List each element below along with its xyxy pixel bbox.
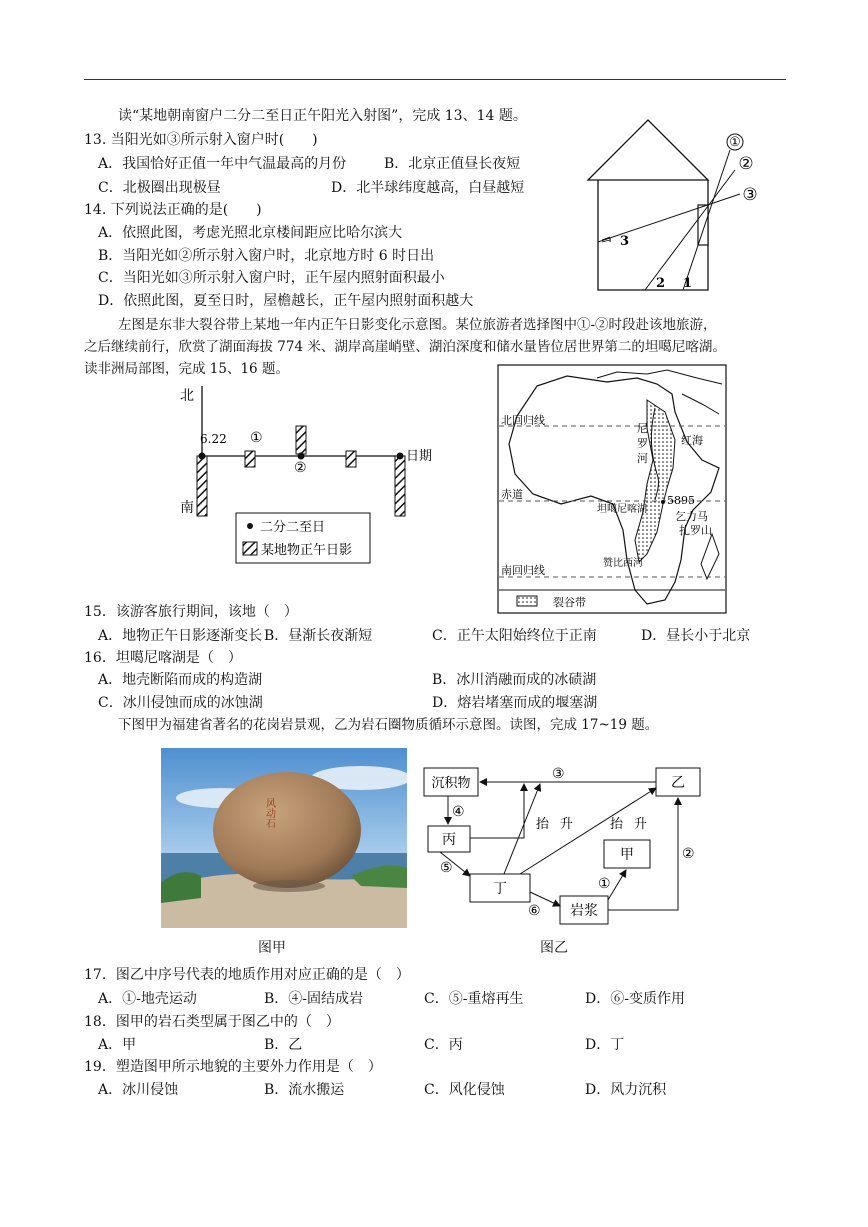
ding-label: 丁 xyxy=(493,881,507,897)
date-axis-label: 日期 xyxy=(406,449,433,464)
q17-stem: 17．图乙中序号代表的地质作用对应正确的是（ ） xyxy=(84,967,410,983)
jia-label: 甲 xyxy=(620,847,634,863)
uplift-2-a: 抬 xyxy=(610,817,624,832)
q14-option-c[interactable]: C．当阳光如③所示射入窗户时，正午屋内照射面积最小 xyxy=(98,270,445,286)
intro-17-19: 下图甲为福建省著名的花岗岩景观，乙为岩石圈物质循环示意图。读图，完成 17~19 题。 xyxy=(118,717,659,733)
bing-label: 丙 xyxy=(442,832,456,848)
shadow-bar-1 xyxy=(197,456,207,516)
q15-option-a[interactable]: A．地物正午日影逐渐变长 xyxy=(98,628,263,644)
lake-label: 坦噶尼喀湖 xyxy=(597,504,647,515)
photo-caption: 图甲 xyxy=(258,940,286,956)
arrow-2-label: ② xyxy=(682,846,695,862)
yi-label: 乙 xyxy=(671,775,685,791)
noon-shadow-chart xyxy=(170,380,450,570)
solstice-equinox-dot-3 xyxy=(298,453,305,460)
angle-1-label: 1 xyxy=(683,276,693,291)
q13-option-b[interactable]: B．北京正值昼长夜短 xyxy=(384,156,521,172)
q15-option-d[interactable]: D．昼长小于北京 xyxy=(641,628,751,644)
cycle-caption: 图乙 xyxy=(540,940,568,956)
arrow-6-label: ⑥ xyxy=(528,903,541,919)
africa-rift-map xyxy=(497,364,727,614)
shadow-bar-3 xyxy=(296,426,306,454)
ray-2-label: ② xyxy=(738,154,754,174)
q13-option-a[interactable]: A．我国恰好正值一年中气温最高的月份 xyxy=(98,156,347,172)
shadow-bar-4 xyxy=(346,451,356,467)
tropic-south-label: 南回归线 xyxy=(501,564,545,577)
date-start-label: 6.22 xyxy=(200,432,227,446)
angle-3-label: 3 xyxy=(620,234,630,249)
rift-legend-label: 裂谷带 xyxy=(553,596,586,609)
shadow-bar-2 xyxy=(245,451,255,467)
q19-option-d[interactable]: D．风力沉积 xyxy=(585,1082,667,1098)
rock-cycle-diagram xyxy=(420,760,720,960)
q13-option-d[interactable]: D．北半球纬度越高，白昼越短 xyxy=(331,180,525,196)
sediment-label: 沉积物 xyxy=(431,776,471,791)
arrow-4-label: ④ xyxy=(452,804,465,820)
q15-option-b[interactable]: B．昼渐长夜渐短 xyxy=(264,628,373,644)
intro-15-16-line2: 之后继续前行，欣赏了湖面海拔 774 米、湖岸高崖峭壁、湖泊深度和储水量皆位居世界第二的坦噶尼喀湖。 xyxy=(84,339,726,355)
q19-option-b[interactable]: B．流水搬运 xyxy=(264,1082,345,1098)
uplift-2-b: 升 xyxy=(634,817,648,832)
q19-option-c[interactable]: C．风化侵蚀 xyxy=(424,1082,505,1098)
q17-option-d[interactable]: D．⑥-变质作用 xyxy=(585,991,685,1007)
legend-hatch-marker xyxy=(243,542,257,555)
granite-boulder-photo xyxy=(161,748,407,928)
solstice-equinox-dot-5 xyxy=(397,453,404,460)
q19-stem: 19．塑造图甲所示地貌的主要外力作用是（ ） xyxy=(84,1059,382,1075)
q13-stem: 13. 当阳光如③所示射入窗户时( ) xyxy=(84,132,318,148)
nile-label-1: 尼 xyxy=(637,422,648,435)
q16-option-a[interactable]: A．地壳断陷而成的构造湖 xyxy=(98,672,263,688)
mark-2-label: ② xyxy=(294,460,307,476)
rift-legend-swatch xyxy=(517,596,537,606)
south-label: 南 xyxy=(180,500,194,516)
q18-option-c[interactable]: C．丙 xyxy=(424,1037,463,1053)
intro-15-16-line3: 读非洲局部图，完成 15、16 题。 xyxy=(84,361,289,377)
q13-option-c[interactable]: C．北极圈出现极昼 xyxy=(98,180,221,196)
house-sunlight-diagram xyxy=(580,112,780,294)
peak-height-label: 5895 xyxy=(667,494,695,507)
uplift-1-b: 升 xyxy=(560,817,574,832)
shadow-bar-5 xyxy=(395,456,405,516)
zambezi-label: 赞比西河 xyxy=(603,558,643,569)
q16-option-c[interactable]: C．冰川侵蚀而成的冰蚀湖 xyxy=(98,695,263,711)
kilimanjaro-label-1: 乞力马 xyxy=(675,510,708,523)
solstice-equinox-dot-1 xyxy=(199,453,206,460)
q18-option-d[interactable]: D．丁 xyxy=(585,1037,625,1053)
angle-2-label: 2 xyxy=(656,276,666,291)
equator-label: 赤道 xyxy=(501,488,523,501)
tropic-north-label: 北回归线 xyxy=(501,414,545,427)
q17-option-b[interactable]: B．④-固结成岩 xyxy=(264,991,364,1007)
q17-option-c[interactable]: C．⑤-重熔再生 xyxy=(424,991,524,1007)
q15-stem: 15．该游客旅行期间，该地（ ） xyxy=(84,604,298,620)
kilimanjaro-label-2: 扎罗山 xyxy=(679,524,712,537)
q14-option-b[interactable]: B．当阳光如②所示射入窗户时，北京地方时 6 时日出 xyxy=(98,248,435,264)
q17-option-a[interactable]: A．①-地壳运动 xyxy=(98,991,197,1007)
legend-dot-label: 二分二至日 xyxy=(260,520,326,535)
q19-option-a[interactable]: A．冰川侵蚀 xyxy=(98,1082,179,1098)
arrow-5-label: ⑤ xyxy=(440,860,453,876)
q14-option-d[interactable]: D．依照此图，夏至日时，屋檐越长，正午屋内照射面积越大 xyxy=(98,293,474,309)
intro-13-14: 读“某地朝南窗户二分二至日正午阳光入射图”，完成 13、14 题。 xyxy=(118,108,527,124)
q14-stem: 14. 下列说法正确的是( ) xyxy=(84,202,262,218)
q16-option-b[interactable]: B．冰川消融而成的冰碛湖 xyxy=(432,672,597,688)
boulder xyxy=(213,772,361,888)
q15-option-c[interactable]: C．正午太阳始终位于正南 xyxy=(432,628,597,644)
nile-label-3: 河 xyxy=(637,452,648,465)
red-sea-label: 红海 xyxy=(681,434,703,447)
legend-dot-marker xyxy=(247,523,253,529)
header-rule xyxy=(84,79,786,80)
legend-hatch-label: 某地物正午日影 xyxy=(261,543,353,558)
magma-label: 岩浆 xyxy=(570,903,598,919)
rock-inscription: 风动石 xyxy=(263,798,275,828)
q16-option-d[interactable]: D．熔岩堵塞而成的堰塞湖 xyxy=(432,695,598,711)
north-label: 北 xyxy=(180,388,194,404)
q18-option-b[interactable]: B．乙 xyxy=(264,1037,303,1053)
ray-3-label: ③ xyxy=(742,185,758,205)
q16-stem: 16．坦噶尼喀湖是（ ） xyxy=(84,650,242,666)
arrow-3-label: ③ xyxy=(552,766,565,782)
peak-marker xyxy=(661,500,665,504)
q14-option-a[interactable]: A．依照此图，考虑光照北京楼间距应比哈尔滨大 xyxy=(98,225,403,241)
intro-15-16-line1: 左图是东非大裂谷带上某地一年内正午日影变化示意图。某位旅游者选择图中①-②时段赴该地旅游， xyxy=(118,317,717,333)
q18-stem: 18．图甲的岩石类型属于图乙中的（ ） xyxy=(84,1014,340,1030)
uplift-1-a: 抬 xyxy=(536,817,550,832)
arrow-1-label: ① xyxy=(598,876,611,892)
mark-1-label: ① xyxy=(250,430,263,446)
q18-option-a[interactable]: A．甲 xyxy=(98,1037,137,1053)
nile-label-2: 罗 xyxy=(637,437,648,450)
ray-1-label: ① xyxy=(729,135,741,150)
